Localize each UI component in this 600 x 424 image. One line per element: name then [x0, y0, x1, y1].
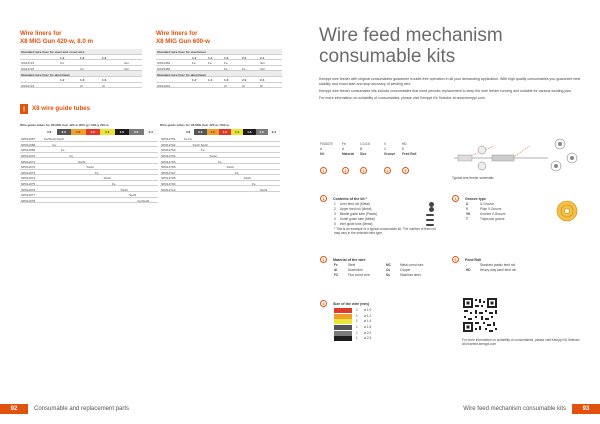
- table-subheader: Standard wire liner for steel and cored wire: [20, 49, 142, 55]
- wire-size-swatch: [334, 319, 352, 324]
- groove-code: U: [466, 202, 469, 206]
- kit-item-number: 4: [334, 217, 336, 221]
- wire-size-swatch: [334, 308, 352, 313]
- wire-size-swatch: [334, 336, 352, 341]
- wire-size-swatch: 1.0: [71, 129, 86, 135]
- material-value: Fe/Ss/Al: [137, 198, 150, 203]
- footer-text: Consumable and replacement parts: [34, 406, 130, 412]
- step-number: 5: [402, 167, 409, 174]
- code-number-row: [320, 159, 430, 177]
- kit-note: * This is an example of a typical consumable kit. The number of feed roll may vary in the selected wire type.: [334, 227, 436, 235]
- material-value: Fe: [112, 181, 116, 186]
- section-title: Wire liners for: [156, 30, 198, 37]
- guide-tube-rows-600: [160, 136, 280, 192]
- part-code: SP011076: [21, 187, 36, 192]
- part-code: SP012705: [161, 159, 176, 164]
- guide-tube-table-200: [20, 122, 158, 128]
- wire-liner-table-420: [20, 49, 142, 88]
- intro-text: Kemppi wire feeder with original consumables guarantee trouble-free operation in all your demanding application. With high quality consumables you guarantee best stability and exact start and stop accuracy of welding wire. Kemppi wire feeder consumable kits include consumables that need periodic replacement to keep the wire feeder running and suitable for various welding jobs. For more information on suitability of consumables, please visit Kemppi Kit Selector at www.kemppi.com.: [319, 77, 581, 100]
- material-value: Ss/Al: [209, 153, 217, 158]
- feed-roll-list: [466, 263, 580, 273]
- wire-feeder-schematic: [452, 136, 580, 174]
- material-name: Aluminium: [348, 268, 363, 272]
- wire-size-swatch: 1.4: [100, 129, 115, 135]
- wire-material-list: [334, 263, 440, 278]
- part-code: SP012702: [161, 142, 176, 147]
- part-code: SP012703: [161, 148, 176, 153]
- wire-size-value: ø 2.4: [364, 336, 372, 341]
- part-icon: [426, 214, 434, 216]
- material-code: Fe: [334, 263, 338, 267]
- part-code: SP011077: [21, 193, 36, 198]
- part-code: SP012701: [161, 137, 176, 142]
- part-code: SP011070: [21, 153, 36, 158]
- step-number: 4: [452, 195, 459, 202]
- kit-item-label: Upper feed roll (Metal): [339, 207, 372, 211]
- material-name: Steel: [348, 263, 356, 267]
- wire-size-swatch: 1.6: [243, 129, 255, 135]
- step-number: 1: [320, 167, 327, 174]
- material-name: Stainless steel: [400, 273, 421, 277]
- table-row: W015482 Fe Fe Grn: [156, 66, 282, 72]
- groove-code: T: [466, 217, 468, 221]
- guide-tube-table-600: [160, 122, 280, 128]
- table-subheader: Standard wire liner for aluminium: [20, 71, 142, 77]
- material-value: Fe: [52, 142, 57, 147]
- part-code: SP011067: [21, 137, 36, 142]
- svg-text:!: !: [22, 106, 26, 114]
- wire-size-swatch: 0.9: [194, 129, 206, 135]
- part-code: SP011072: [21, 165, 36, 170]
- part-code: SP011071: [21, 159, 36, 164]
- code-example-row: F001070 Fe 1.0-0.6 V HD: [320, 142, 407, 146]
- part-code: SP011078: [21, 198, 36, 203]
- material-row: [334, 273, 440, 278]
- wire-material-box: 2 Material of the wire Fe Steel MC Metal cored wire Al Aluminium Cu Copper FC Flux cored wire Ss Stainless steel: [320, 256, 440, 278]
- part-code: SP012710: [161, 187, 176, 192]
- material-code: Cu: [386, 268, 391, 272]
- kit-item-label: Middle guide tube (Plastic): [339, 212, 378, 216]
- feed-roll-box: 5 Feed Roll - Standard plastic feed roll HD Heavy-duty steel feed roll: [452, 256, 580, 273]
- wire-size-swatch: [334, 331, 352, 336]
- wire-size-swatch: 2.0: [256, 129, 268, 135]
- wire-size-value: ø 2.0: [364, 330, 372, 335]
- table-title: Wire guide tubes for X8 MIG Gun 420-w / 600-w: [160, 123, 229, 128]
- groove-name: Plain V-Groove: [480, 207, 502, 211]
- material-value: Fe Fe: [184, 137, 193, 142]
- part-code: SP012709: [161, 181, 176, 186]
- section-subtitle: X8 MIG Gun 420-w, 8.0 m: [20, 37, 94, 45]
- wire-size-swatch: 0.9: [57, 129, 72, 135]
- part-icon: [429, 207, 434, 212]
- groove-type-box: 4 Groove type U U-Groove V Plain V-Groove VK Knurled V-Groove T Trapezoid groove: [452, 195, 580, 222]
- qr-code[interactable]: [462, 297, 498, 333]
- kit-contents-list: [334, 202, 440, 227]
- material-value: Ss/Al: [103, 176, 111, 181]
- wire-size-box: 3 Size of the wire (mm) 1 ø 1.0 1 ø 1.2 1 ø 1.4 1 ø 1.6 1 ø 2.0 1 ø 2.4: [320, 300, 440, 342]
- table-title: Wire guide tubes for X8 MIG Gun 420-w (200 g) / 600 g 200-w: [20, 123, 109, 128]
- step-number: 3: [360, 167, 367, 174]
- table-row: W014601 Al Al Al: [156, 83, 282, 89]
- step-number: 2: [342, 167, 349, 174]
- section-title: X8 wire guide tubes: [32, 105, 91, 113]
- code-example-row: A A B C E: [320, 147, 405, 151]
- material-value: Ss/Al: [226, 165, 234, 170]
- section-title: Wire liners for: [20, 30, 62, 37]
- section-subtitle: X8 MIG Gun 600-w: [156, 37, 210, 45]
- wire-size-value: ø 1.0: [364, 308, 372, 313]
- part-code: SP012706: [161, 165, 176, 170]
- table-row: W014722 Cu Grn: [20, 66, 142, 72]
- material-value: Fe/Ss/Al Ss/Al: [44, 137, 64, 142]
- table-header: 1.2 1.6 1.6: [20, 55, 142, 61]
- wire-size-value: ø 1.2: [364, 313, 372, 318]
- part-code: SP012707: [161, 170, 176, 175]
- material-value: Ss/Al: [120, 187, 128, 192]
- material-code: MC: [386, 263, 391, 267]
- wire-size-swatch: 1.2: [219, 129, 231, 135]
- step-number: 5: [452, 256, 459, 263]
- wire-size-number: 1: [356, 308, 358, 313]
- groove-code: VK: [466, 212, 471, 216]
- part-code: SP011075: [21, 181, 36, 186]
- guide-tube-rows-200: [20, 136, 158, 203]
- footer-text: Wire feed mechanism consumable kits: [463, 406, 566, 412]
- code-legend: [320, 142, 430, 177]
- kit-item-number: 1: [334, 202, 336, 206]
- material-value: Ss/Al: [86, 165, 94, 170]
- table-row: [20, 198, 158, 204]
- table-row: W014723 Cu Grn: [20, 60, 142, 66]
- wire-size-row: [334, 336, 440, 342]
- wire-size-number: 1: [356, 319, 358, 324]
- step-number: 1: [320, 195, 327, 202]
- step-number: 4: [384, 167, 391, 174]
- table-header: 1.2 1.6 1.6: [20, 77, 142, 83]
- wire-size-swatch: 2.4: [144, 129, 159, 135]
- feed-roll-icon: [556, 199, 578, 223]
- wire-size-swatch: 1.2: [86, 129, 101, 135]
- wire-size-swatch: [334, 314, 352, 319]
- table-row: [160, 186, 280, 192]
- kit-item-number: 2: [334, 207, 336, 211]
- part-code: SP012708: [161, 176, 176, 181]
- kit-contents-box: 1 Contents of the kit * 1 Liner feed roll (Metal) 2 Upper feed roll (Metal) 3 Middle guide tube (Plastic) 4 Outlet guide tube (Metal) 5 Inlet guide tube (Metal) * This is an example of a typical consumable kit. The number of feed roll may vary in the selected wire type.: [320, 195, 440, 235]
- wire-size-swatch: 1.6: [115, 129, 130, 135]
- wire-size-color-strip: [160, 129, 280, 135]
- table-header: 1.2 1.4 1.6 2.0 2.4: [156, 77, 282, 83]
- wire-size-value: ø 1.4: [364, 319, 372, 324]
- part-icon: [426, 219, 434, 221]
- wire-size-number: 1: [356, 313, 358, 318]
- material-code: Al: [334, 268, 338, 272]
- kit-item-label: Liner feed roll (Metal): [339, 202, 370, 206]
- groove-code: V: [466, 207, 469, 211]
- material-value: Ss/Al: [78, 159, 86, 164]
- page-number: 92: [0, 404, 28, 414]
- groove-name: U-Groove: [480, 202, 494, 206]
- wire-size-swatch: 0.8: [182, 129, 194, 135]
- wire-size-color-strip: [20, 129, 158, 135]
- material-value: Ss/Al: [129, 193, 137, 198]
- step-number: 2: [320, 256, 327, 263]
- wire-size-swatch: 0.8: [42, 129, 57, 135]
- material-name: Copper: [400, 268, 411, 272]
- material-value: Ss/Al Ss/Al: [192, 142, 208, 147]
- table-subheader: Standard wire liner for steel/steel: [156, 49, 282, 55]
- wire-size-swatch: 1.4: [231, 129, 243, 135]
- feed-roll-row: [466, 268, 580, 273]
- wire-size-number: 1: [356, 336, 358, 341]
- wire-liner-table-600: [156, 49, 282, 88]
- wire-size-swatch: [334, 325, 352, 330]
- material-value: Fe: [69, 153, 74, 158]
- warning-icon: [20, 104, 28, 114]
- feed-roll-code: HD: [466, 268, 471, 272]
- part-icon: [426, 224, 434, 226]
- code-label-row: Kit Material Size Groove Feed Roll: [320, 152, 417, 156]
- wire-size-list: [334, 308, 440, 342]
- page-number: 93: [572, 404, 600, 414]
- table-subheader: Standard wire liner for aluminium: [156, 71, 282, 77]
- groove-name: Trapezoid groove: [480, 217, 505, 221]
- material-value: Fe: [61, 148, 65, 153]
- part-code: SP011074: [21, 176, 36, 181]
- table-row: W012484 Fe Fe Fe Grn: [156, 60, 282, 66]
- groove-name: Knurled V-Groove: [480, 212, 506, 216]
- material-value: Ss/Al: [260, 187, 268, 192]
- diagram-caption: Typical wire feeder schematic: [452, 176, 494, 180]
- material-value: Ss/Al: [243, 176, 251, 181]
- material-value: Fe: [218, 159, 222, 164]
- material-code: FC: [334, 273, 339, 277]
- wire-size-value: ø 1.6: [364, 325, 372, 330]
- wire-size-swatch: 1.0: [207, 129, 219, 135]
- material-name: Flux cored wire: [348, 273, 370, 277]
- kit-item-label: Outlet guide tube (Metal): [339, 217, 375, 221]
- part-code: SP011068: [21, 142, 36, 147]
- wire-size-number: 1: [356, 325, 358, 330]
- kit-item-number: 3: [334, 212, 336, 216]
- feed-roll-code: -: [466, 263, 468, 267]
- wire-size-swatch: 2.4: [268, 129, 280, 135]
- wire-size-swatch: 2.0: [129, 129, 144, 135]
- wire-size-number: 1: [356, 330, 358, 335]
- section-wire-guide-tubes: [20, 104, 90, 114]
- material-name: Metal cored wire: [400, 263, 424, 267]
- feed-roll-name: Heavy-duty steel feed roll: [480, 268, 516, 272]
- material-value: Fe: [201, 148, 205, 153]
- section-wire-liners-420: [20, 30, 93, 45]
- kit-item-label: Inlet guide tube (Metal): [339, 222, 373, 226]
- table-row: W014724 Al Al: [20, 83, 142, 89]
- feed-roll-name: Standard plastic feed roll: [480, 263, 516, 267]
- material-value: Fe: [252, 181, 256, 186]
- material-code: Ss: [386, 273, 390, 277]
- table-header: 1.2 1.4 1.6 2.0 2.4: [156, 55, 282, 61]
- step-number: 3: [320, 300, 327, 307]
- part-code: SP011073: [21, 170, 36, 175]
- part-code: SP011069: [21, 148, 36, 153]
- part-code: SP012704: [161, 153, 176, 158]
- page-title: Wire feed mechanism consumable kits: [319, 25, 503, 67]
- section-wire-liners-600: [156, 30, 210, 45]
- material-value: Fe: [95, 170, 99, 175]
- qr-caption: For more information on suitability of consumables, please visit Kemppi Kit Selector at kit.select.kemppi.com: [462, 338, 580, 346]
- material-value: Fe: [235, 170, 239, 175]
- kit-item-number: 5: [334, 222, 336, 226]
